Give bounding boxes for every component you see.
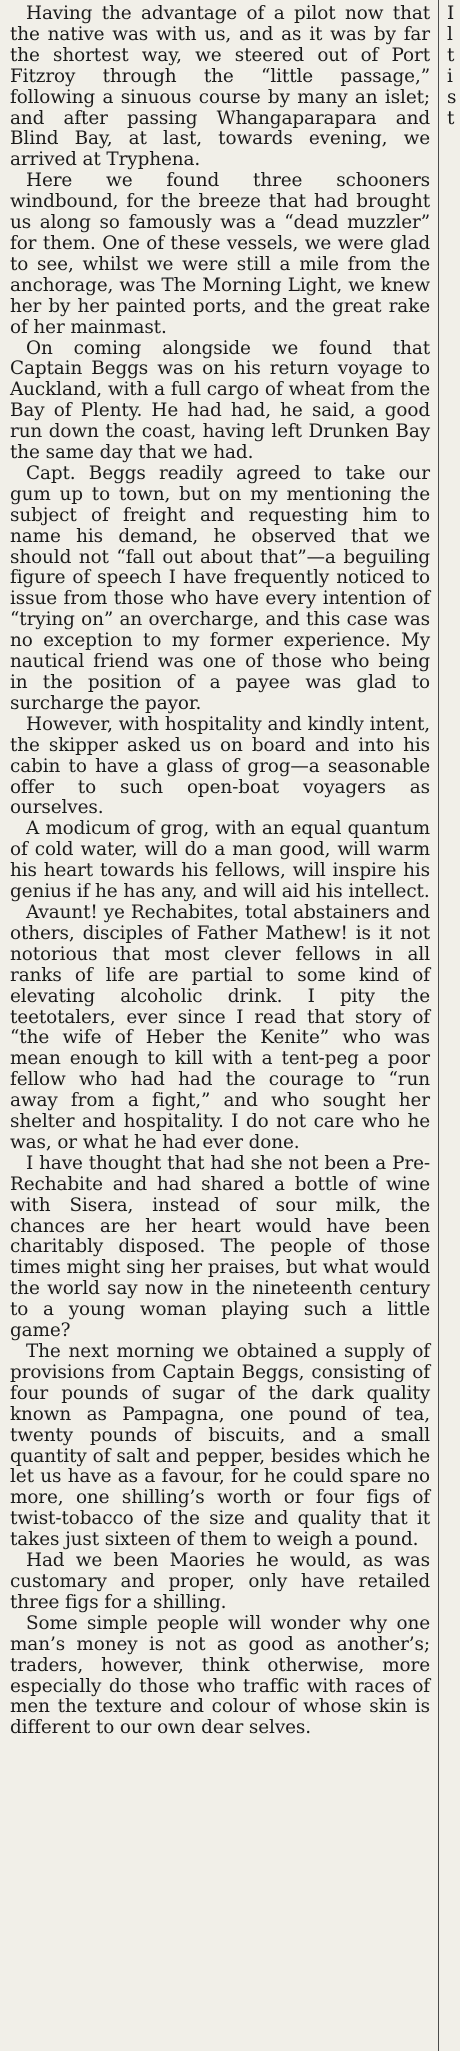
adjacent-column-fragment [447,4,460,129]
article-paragraph: Having the advantage of a pilot now that the native was with us, and as it was by far the shortest way, we steered out of Port Fitzroy through the “little passage,” following a sinuous course by many an islet; and after passing Whangaparapara and Blind Bay, at last, towards evening, we arrived at Tryphena. [10,3,430,171]
fragment-letter: t [447,44,455,66]
column-divider [438,0,439,2051]
article-paragraph: On coming alongside we found that Captain Beggs was on his return voyage to Auckland, with a full cargo of wheat from the Bay of Plenty. He had had, he said, a good run down the coast, having left Drunken Bay the same day that we had. [10,337,430,464]
fragment-letter: t [447,107,455,129]
fragment-letter: l [447,23,453,45]
article-paragraph: Some simple people will wonder why one man’s money is not as good as another’s; traders, however, think otherwise, more especially do those who traffic with races of men the texture and colour of whose skin is different to our own dear selves. [10,1612,430,1739]
article-paragraph: Here we found three schooners windbound, for the breeze that had brought us along so famously was a “dead muzzler” for them. One of these vessels, we were glad to see, whilst we were still a mile from the anchorage, was The Morning Light, we knew her by her painted ports, and the great rake of her mainmast. [10,170,430,338]
fragment-letter: i [447,65,453,87]
fragment-letter: s [447,86,457,108]
article-paragraph: I have thought that had she not been a Pre-Rechabite and had shared a bottle of wine with Sisera, instead of sour milk, the chances are her heart would have been charitably disposed. The people of those times might sing her praises, but what would the world say now in the nineteenth century to a young woman playing such a little game? [10,1152,430,1342]
fragment-letter: I [447,4,455,24]
article-paragraph: A modicum of grog, with an equal quantum of cold water, will do a man good, will warm his heart towards his fellows, will inspire his genius if he has any, and will aid his intellect. [10,818,430,903]
article-paragraph: Capt. Beggs readily agreed to take our gum up to town, but on my mentioning the subject of freight and requesting him to name his demand, he observed that we should not “fall out about that”—a beguiling figure of speech I have frequently noticed to issue from those who have every intention of “trying on” an overcharge, and this case was no exception to my former experience. My nautical friend was one of those who being in the position of a payee was glad to surcharge the payor. [10,462,430,714]
article-paragraph: However, with hospitality and kindly intent, the skipper asked us on board and into his cabin to have a glass of grog—a seasonable offer to such open-boat voyagers as ourselves. [10,713,430,819]
article-column [10,4,430,1739]
article-paragraph: Had we been Maories he would, as was customary and proper, only have retailed three figs for a shilling. [10,1550,430,1613]
article-paragraph: Avaunt! ye Rechabites, total abstainers and others, disciples of Father Mathew! is it not notorious that most clever fellows in all ranks of life are partial to some kind of elevating alcoholic drink. I pity the teetotalers, ever since I read that story of “the wife of Heber the Kenite” who was mean enough to kill with a tent-peg a poor fellow who had had the courage to “run away from a fight,” and who sought her shelter and hospitality. I do not care who he was, or what he had ever done. [10,901,430,1153]
article-paragraph: The next morning we obtained a supply of provisions from Captain Beggs, consisting of four pounds of sugar of the dark quality known as Pampagna, one pound of tea, twenty pounds of biscuits, and a small quantity of salt and pepper, besides which he let us have as a favour, for he could spare no more, one shilling’s worth or four figs of twist-tobacco of the size and quality that it takes just sixteen of them to weigh a pound. [10,1341,430,1551]
